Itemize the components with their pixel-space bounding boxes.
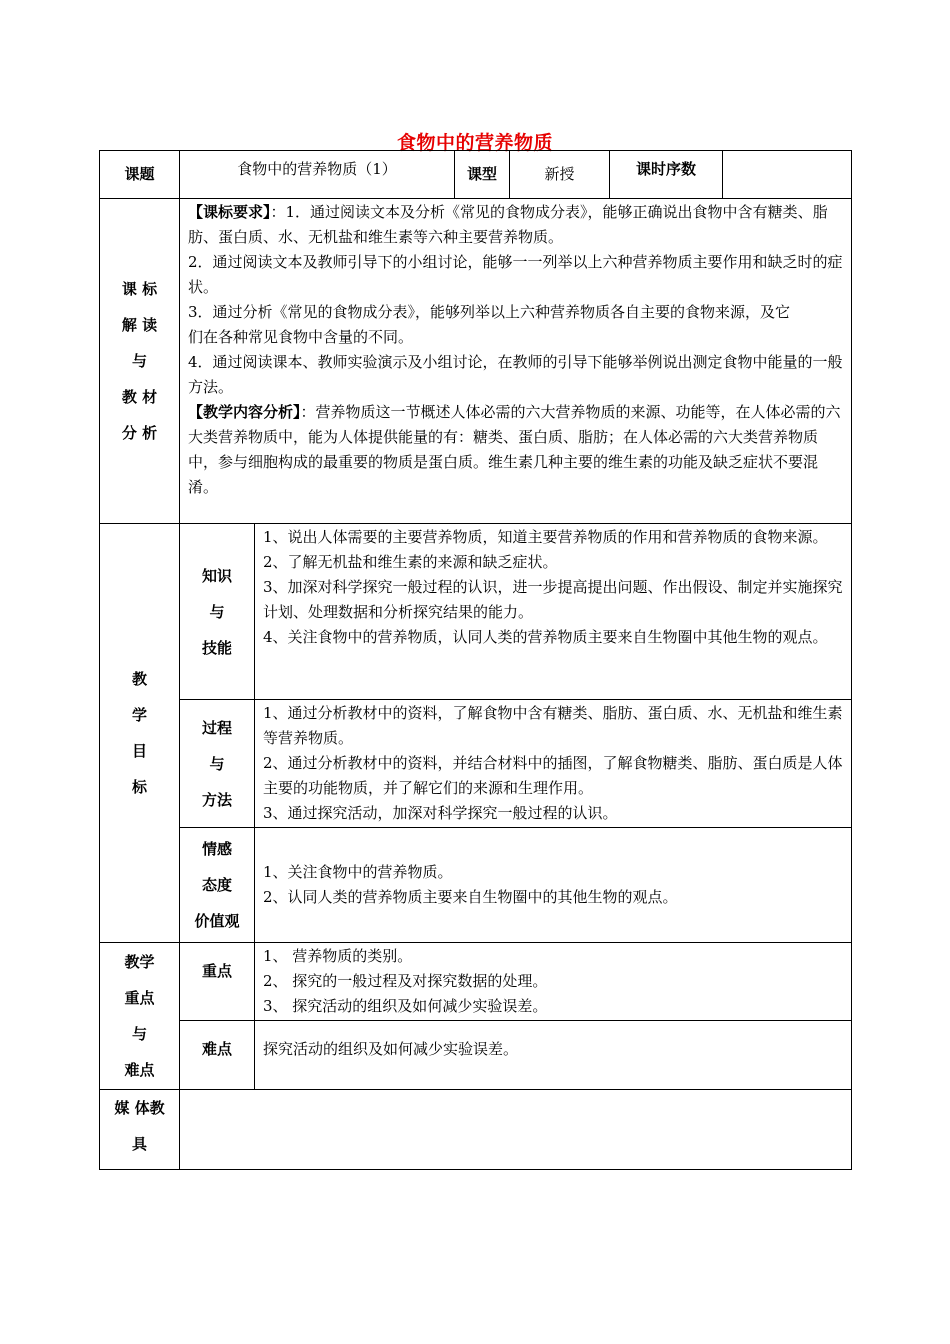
topic-value: 食物中的营养物质（1）: [180, 151, 455, 199]
key-content: 1、 营养物质的类别。 2、 探究的一般过程及对探究数据的处理。 3、 探究活动的组织及如何减少实验误差。: [255, 943, 852, 1021]
process-label: 过程 与 方法: [180, 700, 255, 828]
hard-content: 探究活动的组织及如何减少实验误差。: [255, 1021, 852, 1090]
analysis-content: 【课标要求】：1．通过阅读文本及分析《常见的食物成分表》，能够正确说出食物中含有糖类、脂肪、蛋白质、水、无机盐和维生素等六种主要营养物质。 2．通过阅读文本及教师引导下的小组讨论，能够一一列举以上六种营养物质主要作用和缺乏时的症状。 3．通过分析《常见的食物成分表》，能够列举以上六种营养物质各自主要的食物来源，及它 们在各种常见食物中含量的不同。 4．通过阅读课本、教师实验演示及小组讨论，在教师的引导下能够举例说出测定食物中能量的一般方法。 【教学内容分析】：营养物质这一节概述人体必需的六大营养物质的来源、功能等，在人体必需的六大类营养物质中，能为人体提供能量的有：糖类、蛋白质、脂肪；在人体必需的六大类营养物质中，参与细胞构成的最重要的物质是蛋白质。维生素几种主要的维生素的功能及缺乏症状不要混淆。: [180, 199, 852, 524]
goals-process-row: [100, 700, 852, 828]
emotion-label: 情感 态度 价值观: [180, 828, 255, 943]
order-value: [723, 151, 852, 199]
page-title: 食物中的营养物质: [396, 132, 553, 154]
header-row: [100, 151, 852, 199]
analysis-label: 课 标 解 读 与 教 材 分 析: [100, 199, 180, 524]
focus-key-row: [100, 943, 852, 1021]
req-title: 【课标要求】: [188, 203, 271, 221]
goals-emotion-row: [100, 828, 852, 943]
key-label: 重点: [180, 943, 255, 1021]
emotion-content: 1、关注食物中的营养物质。 2、认同人类的营养物质主要来自生物圈中的其他生物的观点。: [255, 828, 852, 943]
hard-label: 难点: [180, 1021, 255, 1090]
type-value: 新授: [510, 151, 610, 199]
knowledge-content: 1、说出人体需要的主要营养物质，知道主要营养物质的作用和营养物质的食物来源。 2、了解无机盐和维生素的来源和缺乏症状。 3、加深对科学探究一般过程的认识，进一步提高提出问题、作出假设、制定并实施探究计划、处理数据和分析探究结果的能力。 4、关注食物中的营养物质，认同人类的营养物质主要来自生物圈中其他生物的观点。: [255, 524, 852, 700]
topic-label: 课题: [100, 151, 180, 199]
knowledge-label: 知识 与 技能: [180, 524, 255, 700]
goals-knowledge-row: [100, 524, 852, 700]
type-label: 课型: [455, 151, 510, 199]
order-label: 课时序数: [610, 151, 723, 199]
media-row: [100, 1090, 852, 1170]
lesson-plan-table: [99, 150, 852, 1170]
process-content: 1、通过分析教材中的资料，了解食物中含有糖类、脂肪、蛋白质、水、无机盐和维生素等营养物质。 2、通过分析教材中的资料，并结合材料中的插图，了解食物糖类、脂肪、蛋白质是人体主要的功能物质，并了解它们的来源和生理作用。 3、通过探究活动，加深对科学探究一般过程的认识。: [255, 700, 852, 828]
focus-hard-row: [100, 1021, 852, 1090]
focus-label: 教学 重点 与 难点: [100, 943, 180, 1090]
media-value: [180, 1090, 852, 1170]
media-label: 媒 体教 具: [100, 1090, 180, 1170]
content-title: 【教学内容分析】: [188, 403, 301, 421]
goals-label: 教 学 目 标: [100, 524, 180, 943]
analysis-row: [100, 199, 852, 524]
